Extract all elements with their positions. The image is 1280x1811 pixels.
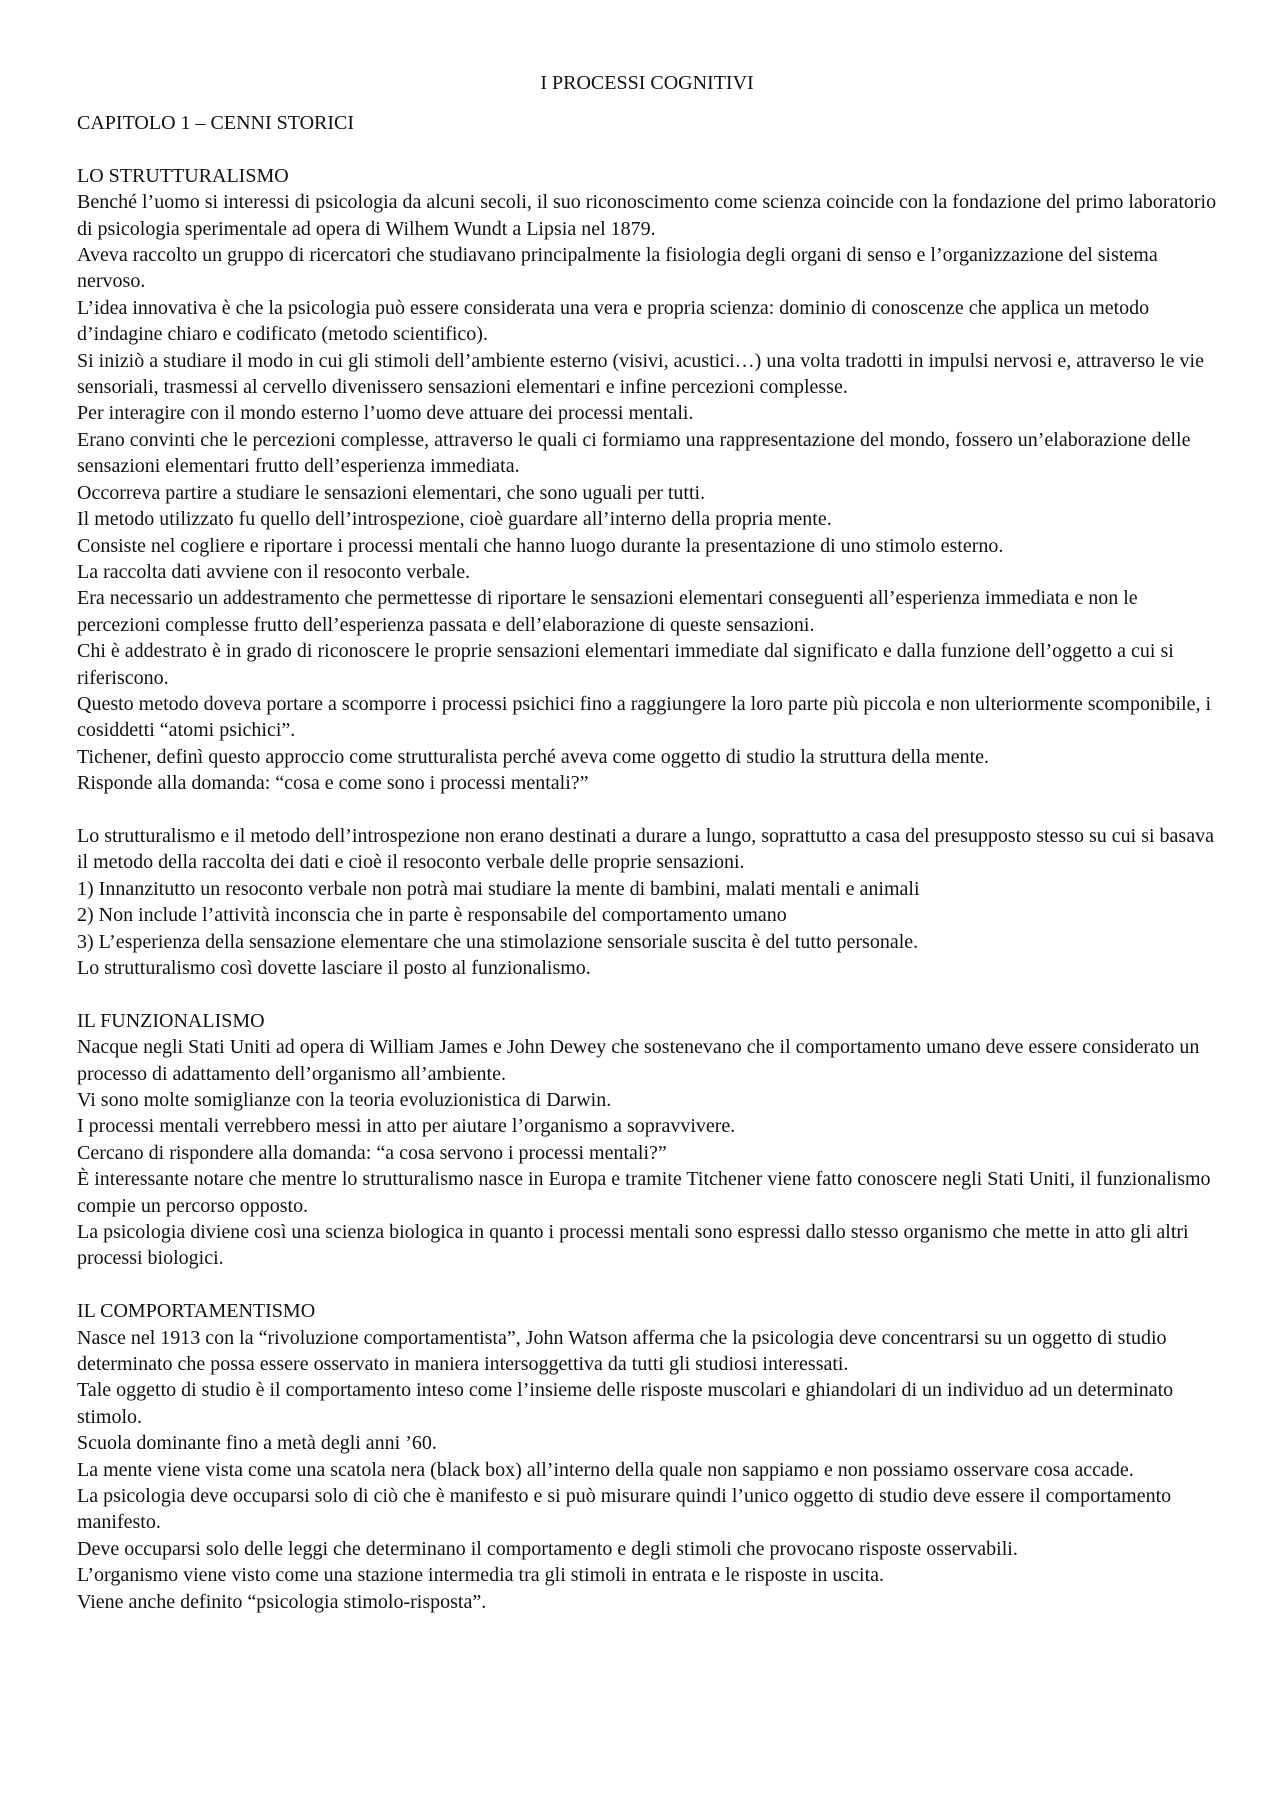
paragraph: Consiste nel cogliere e riportare i processi mentali che hanno luogo durante la presentazione di uno stimolo esterno. <box>77 534 1004 557</box>
document-title: I PROCESSI COGNITIVI <box>540 72 754 94</box>
paragraph: Nasce nel 1913 con la “rivoluzione comportamentista”, John Watson afferma che la psicologia deve concentrarsi su un oggetto di studio determinato che possa essere osservato in maniera intersoggettiva da tutti gli studiosi interessati. <box>77 1326 1167 1376</box>
paragraph: Viene anche definito “psicologia stimolo-risposta”. <box>77 1590 487 1613</box>
paragraph: Lo strutturalismo e il metodo dell’introspezione non erano destinati a durare a lungo, soprattutto a casa del presupposto stesso su cui si basava il metodo della raccolta dei dati e cioè il resoconto verbale delle proprie sensazioni. <box>77 824 1214 874</box>
paragraph: Occorreva partire a studiare le sensazioni elementari, che sono uguali per tutti. <box>77 481 706 504</box>
blank-line <box>77 981 1217 1007</box>
paragraph: Erano convinti che le percezioni complesse, attraverso le quali ci formiamo una rappresentazione del mondo, fossero un’elaborazione delle sensazioni elementari frutto dell’esperienza immediata. <box>77 428 1191 478</box>
section-funzionalismo <box>77 1008 1217 1272</box>
list-item: 2) Non include l’attività inconscia che in parte è responsabile del comportamento umano <box>77 904 787 927</box>
section-heading: IL COMPORTAMENTISMO <box>77 1300 316 1323</box>
section-heading: IL FUNZIONALISMO <box>77 1009 265 1032</box>
list-item: 3) L’esperienza della sensazione elementare che una stimolazione sensoriale suscita è del tutto personale. <box>77 930 919 953</box>
paragraph: Vi sono molte somiglianze con la teoria evoluzionistica di Darwin. <box>77 1089 612 1111</box>
section-heading: LO STRUTTURALISMO <box>77 164 289 187</box>
paragraph: La mente viene vista come una scatola nera (black box) all’interno della quale non sappiamo e non possiamo osservare cosa accade. <box>77 1458 1134 1481</box>
chapter-title: CAPITOLO 1 – CENNI STORICI <box>77 112 355 135</box>
paragraph: I processi mentali verrebbero messi in atto per aiutare l’organismo a sopravvivere. <box>77 1115 736 1138</box>
paragraph: Deve occuparsi solo delle leggi che determinano il comportamento e degli stimoli che provocano risposte osservabili. <box>77 1537 1018 1560</box>
section-comportamentismo <box>77 1298 1217 1615</box>
blank-line <box>77 1272 1217 1298</box>
paragraph: La psicologia diviene così una scienza biologica in quanto i processi mentali sono espressi dallo stesso organismo che mette in atto gli altri processi biologici. <box>77 1221 1189 1270</box>
paragraph: Lo strutturalismo così dovette lasciare il posto al funzionalismo. <box>77 956 591 979</box>
paragraph: È interessante notare che mentre lo strutturalismo nasce in Europa e tramite Titchener viene fatto conoscere negli Stati Uniti, il funzionalismo compie un percorso opposto. <box>77 1168 1211 1217</box>
paragraph: Tale oggetto di studio è il comportamento inteso come l’insieme delle risposte muscolari e ghiandolari di un individuo ad un determinato stimolo. <box>77 1379 1174 1428</box>
paragraph: Cercano di rispondere alla domanda: “a cosa servono i processi mentali?” <box>77 1141 667 1164</box>
blank-line <box>77 797 1217 823</box>
paragraph: Benché l’uomo si interessi di psicologia da alcuni secoli, il suo riconoscimento come scienza coincide con la fondazione del primo laboratorio di psicologia sperimentale ad opera di Wilhem Wundt a Lipsia nel 1879. <box>77 191 1217 240</box>
paragraph: La psicologia deve occuparsi solo di ciò che è manifesto e si può misurare quindi l’unico oggetto di studio deve essere il comportamento manifesto. <box>77 1485 1172 1534</box>
paragraph: Il metodo utilizzato fu quello dell’introspezione, cioè guardare all’interno della propria mente. <box>77 508 832 531</box>
paragraph: Aveva raccolto un gruppo di ricercatori che studiavano principalmente la fisiologia degli organi di senso e l’organizzazione del sistema nervoso. <box>77 244 1158 293</box>
paragraph: La raccolta dati avviene con il resoconto verbale. <box>77 560 471 583</box>
paragraph: Scuola dominante fino a metà degli anni ’60. <box>77 1432 437 1455</box>
document-page <box>77 70 1217 1615</box>
paragraph: L’organismo viene visto come una stazione intermedia tra gli stimoli in entrata e le risposte in uscita. <box>77 1564 885 1587</box>
paragraph: Chi è addestrato è in grado di riconoscere le proprie sensazioni elementari immediate dal significato e dalla funzione dell’oggetto a cui si riferiscono. <box>77 640 1174 689</box>
paragraph: Per interagire con il mondo esterno l’uomo deve attuare dei processi mentali. <box>77 402 694 425</box>
paragraph: Nacque negli Stati Uniti ad opera di William James e John Dewey che sostenevano che il comportamento umano deve essere considerato un processo di adattamento dell’organismo all’ambiente. <box>77 1036 1200 1085</box>
list-item: 1) Innanzitutto un resoconto verbale non potrà mai studiare la mente di bambini, malati mentali e animali <box>77 877 920 900</box>
paragraph: Era necessario un addestramento che permettesse di riportare le sensazioni elementari conseguenti all’esperienza immediata e non le percezioni complesse frutto dell’esperienza passata e dell’elaborazione di queste sensazioni. <box>77 587 1138 636</box>
paragraph: Questo metodo doveva portare a scomporre i processi psichici fino a raggiungere la loro parte più piccola e non ulteriormente scomponibile, i cosiddetti “atomi psichici”. <box>77 692 1212 742</box>
paragraph: Tichener, definì questo approccio come strutturalista perché aveva come oggetto di studio la struttura della mente. <box>77 745 990 768</box>
paragraph: Si iniziò a studiare il modo in cui gli stimoli dell’ambiente esterno (visivi, acustici…) una volta tradotti in impulsi nervosi e, attraverso le vie sensoriali, trasmessi al cervello divenissero sensazioni elementari e infine percezioni complesse. <box>77 349 1204 399</box>
paragraph: L’idea innovativa è che la psicologia può essere considerata una vera e propria scienza: dominio di conoscenze che applica un metodo d’indagine chiaro e codificato (metodo scientifico). <box>77 296 1150 346</box>
section-strutturalismo <box>77 163 1217 982</box>
paragraph: Risponde alla domanda: “cosa e come sono i processi mentali?” <box>77 772 589 795</box>
